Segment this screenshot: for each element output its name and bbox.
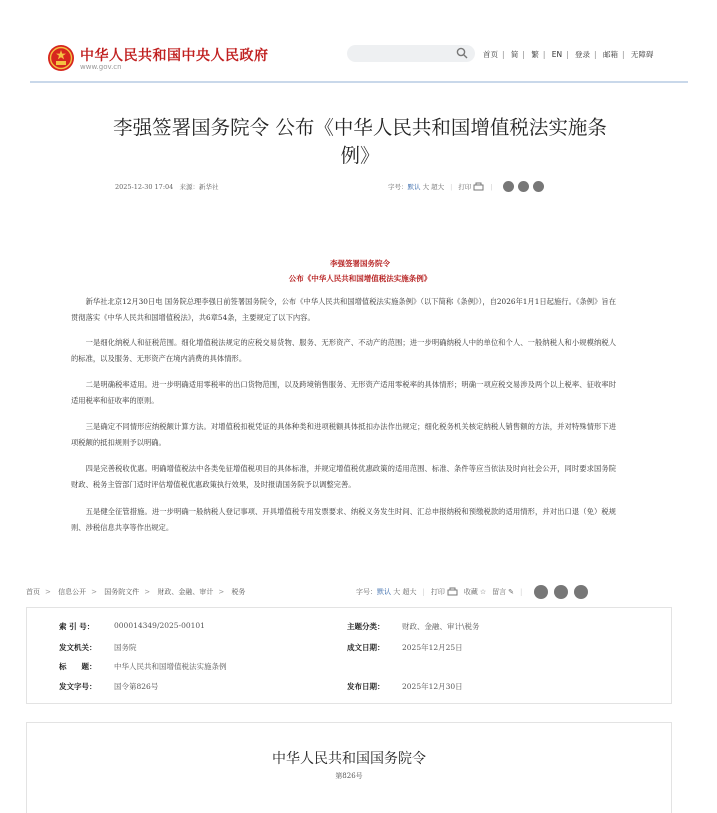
comment-button[interactable]: 留言	[492, 588, 507, 596]
font-size-label: 字号：	[356, 588, 377, 596]
docnum-label: 发文字号：	[59, 682, 97, 691]
source-label: 来源：	[179, 183, 199, 191]
nav-simplified[interactable]: 简	[510, 50, 519, 59]
paragraph: 二是明确税率适用。进一步明确适用零税率的出口货物范围，以及跨境销售服务、无形资产适用零税率的具体情形；明确一项应税交易涉及两个以上税率、征收率时适用税率和征收率的原则。	[71, 380, 616, 405]
paragraph: 一是细化纳税人和征税范围。细化增值税法规定的应税交易货物、服务、无形资产、不动产的范围；进一步明确纳税人中的单位和个人、一般纳税人和小规模纳税人的标准，以及服务、无形资产在境内消费的具体情形。	[71, 338, 616, 363]
nav-home[interactable]: 首页	[483, 50, 498, 59]
weibo-share-icon[interactable]	[503, 181, 514, 192]
docnum-value: 国令第826号	[114, 682, 159, 691]
font-xlarge-button[interactable]: 超大	[402, 588, 417, 596]
weibo-share-icon[interactable]	[534, 585, 548, 599]
article-source: 新华社	[198, 183, 219, 191]
published-value: 2025年12月30日	[402, 682, 463, 691]
national-emblem-icon[interactable]	[47, 44, 75, 72]
published-label: 发布日期：	[347, 682, 385, 691]
print-icon[interactable]	[447, 587, 458, 597]
article-date: 2025-12-30 17:04	[115, 183, 174, 191]
wechat-share-icon[interactable]	[554, 585, 568, 599]
article-title: 李强签署国务院令 公布《中华人民共和国增值税法实施条例》	[113, 116, 607, 167]
document-title: 中华人民共和国国务院令	[272, 751, 426, 767]
print-icon[interactable]	[473, 182, 484, 192]
page-tools: 字号： 默认 大 超大 | 打印 收藏 ☆ 留言 ✎ |	[356, 585, 588, 599]
title-value: 中华人民共和国增值税法实施条例	[114, 662, 227, 671]
favorite-star-icon[interactable]	[574, 585, 588, 599]
article-tools: 字号： 默认 大 超大 | 打印 |	[388, 181, 544, 192]
nav-accessibility[interactable]: 无障碍	[630, 50, 654, 59]
site-url: www.gov.cn	[80, 63, 122, 71]
header-divider	[30, 81, 688, 83]
category-value: 财政、金融、审计\税务	[402, 622, 480, 631]
body-heading: 李强签署国务院令	[330, 259, 390, 268]
search-input[interactable]	[347, 45, 475, 62]
index-label: 索 引 号：	[59, 622, 95, 631]
wechat-share-icon[interactable]	[518, 181, 529, 192]
font-large-button[interactable]: 大	[393, 588, 401, 596]
nav-english[interactable]: EN	[551, 50, 563, 59]
print-button[interactable]: 打印	[458, 183, 472, 191]
font-large-button[interactable]: 大	[422, 183, 430, 191]
paragraph: 四是完善税收优惠。明确增值税法中各类免征增值税项目的具体标准，并规定增值税优惠政策的适用范围、标准、条件等应当依法及时向社会公开，同时要求国务院财政、税务主管部门适时评估增值税优惠政策执行效果，及时报请国务院予以调整完善。	[71, 464, 616, 489]
paragraph: 五是健全征管措施。进一步明确一般纳税人登记事项、开具增值税专用发票要求、纳税义务发生时间、汇总申报纳税和预缴税款的适用情形，并对出口退（免）税规则、涉税信息共享等作出规定。	[71, 507, 616, 532]
nav-login[interactable]: 登录	[575, 50, 591, 59]
breadcrumb-finance[interactable]: 财政、金融、审计	[157, 588, 214, 596]
breadcrumb-state-council-docs[interactable]: 国务院文件	[104, 588, 140, 596]
favorite-button[interactable]: 收藏	[463, 588, 478, 596]
favorite-star-icon[interactable]	[533, 181, 544, 192]
issuer-label: 发文机关：	[59, 643, 97, 652]
document-body	[26, 722, 672, 813]
font-default-button[interactable]: 默认	[377, 588, 391, 596]
index-value: 000014349/2025-00101	[114, 621, 205, 630]
site-title[interactable]: 中华人民共和国中央人民政府	[80, 48, 269, 64]
nav-mail[interactable]: 邮箱	[602, 50, 618, 59]
font-xlarge-button[interactable]: 超大	[431, 183, 445, 191]
print-button[interactable]: 打印	[430, 588, 445, 596]
breadcrumb: 首页 > 信息公开 > 国务院文件 > 财政、金融、审计 > 税务	[26, 588, 246, 596]
category-label: 主题分类：	[347, 622, 385, 631]
font-size-label: 字号：	[388, 183, 408, 191]
search-icon[interactable]	[456, 47, 468, 59]
star-icon[interactable]: ☆	[479, 588, 487, 596]
nav-traditional[interactable]: 繁	[531, 50, 539, 59]
paragraph: 新华社北京12月30日电 国务院总理李强日前签署国务院令，公布《中华人民共和国增值税法实施条例》（以下简称《条例》），自2026年1月1日起施行。《条例》旨在贯彻落实《中华人民共和国增值税法》，共6章54条，主要规定了以下内容。	[71, 297, 616, 322]
document-info-table	[26, 607, 672, 704]
breadcrumb-tax[interactable]: 税务	[231, 588, 246, 596]
document-number: 第826号	[335, 772, 363, 780]
breadcrumb-home[interactable]: 首页	[26, 588, 40, 596]
pencil-icon[interactable]: ✎	[508, 588, 514, 596]
created-label: 成文日期：	[347, 643, 385, 652]
font-default-button[interactable]: 默认	[407, 183, 421, 191]
title-label: 标 题：	[59, 662, 97, 671]
article-meta	[115, 182, 218, 191]
issuer-value: 国务院	[114, 643, 137, 652]
breadcrumb-open-info[interactable]: 信息公开	[58, 588, 87, 596]
top-nav: 首页 | 简 | 繁 | EN | 登录 | 邮箱 | 无障碍	[483, 50, 654, 59]
body-subheading: 公布《中华人民共和国增值税法实施条例》	[288, 274, 432, 283]
created-value: 2025年12月25日	[402, 643, 463, 652]
paragraph: 三是确定不同情形应纳税额计算方法。对增值税扣税凭证的具体种类和进项税额具体抵扣办法作出规定；细化税务机关核定纳税人销售额的方法，并对特殊情形下进项税额的抵扣规则予以明确。	[71, 422, 616, 447]
